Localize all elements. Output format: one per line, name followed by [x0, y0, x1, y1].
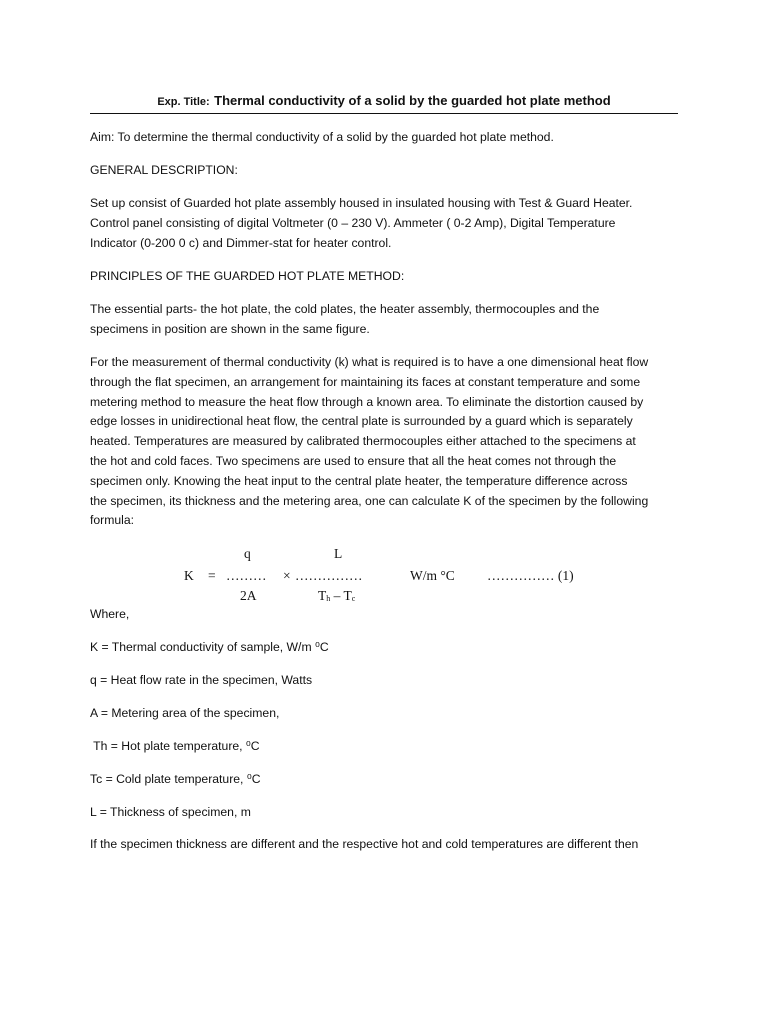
definition-a: A = Metering area of the specimen,	[90, 706, 280, 720]
title-label: Exp. Title:	[157, 96, 210, 108]
definition-l: L = Thickness of specimen, m	[90, 805, 251, 819]
experiment-title	[90, 92, 678, 114]
paragraph-line: through the flat specimen, an arrangement for maintaining its faces at constant temperature and some	[90, 374, 641, 389]
closing-paragraph: If the specimen thickness are different and the respective hot and cold temperatures are different then	[90, 837, 639, 851]
paragraph-line: specimen only. Knowing the heat input to the central plate heater, the temperature difference across	[90, 473, 628, 488]
paragraph-line: heated. Temperatures are measured by calibrated thermocouples either attached to the specimens at	[90, 434, 636, 449]
where-label: Where,	[90, 607, 130, 621]
formula-lhs-k: K	[184, 568, 194, 583]
aim-paragraph: Aim: To determine the thermal conductivity of a solid by the guarded hot plate method.	[90, 130, 554, 144]
formula-subscript-h: h	[326, 594, 331, 603]
paragraph-line: specimens in position are shown in the same figure.	[90, 321, 370, 336]
definition-tc: Tc = Cold plate temperature, ⁰C	[90, 772, 261, 786]
paragraph-line: formula:	[90, 513, 135, 528]
paragraph-line: Set up consist of Guarded hot plate assembly housed in insulated housing with Test & Guard Heater.	[90, 196, 633, 210]
definition-q: q = Heat flow rate in the specimen, Watts	[90, 673, 313, 687]
essential-parts-paragraph	[90, 300, 680, 340]
paragraph-line: edge losses in unidirectional heat flow, the central plate is surrounded by a guard which is separately	[90, 414, 633, 429]
general-description-heading: GENERAL DESCRIPTION:	[90, 163, 238, 177]
definition-th: Th = Hot plate temperature, ⁰C	[90, 739, 260, 753]
formula-times: ×	[283, 568, 291, 583]
formula-symbol: – T	[330, 588, 352, 603]
formula-subscript-c: c	[351, 594, 356, 603]
formula-numerator-l: L	[334, 546, 343, 561]
formula-equals: =	[208, 568, 216, 583]
paragraph-line: For the measurement of thermal conductivity (k) what is required is to have a one dimensional heat flow	[90, 355, 649, 369]
paragraph-line: the hot and cold faces. Two specimens are used to ensure that all the heat comes not through the	[90, 453, 617, 468]
paragraph-line: Control panel consisting of digital Voltmeter (0 – 230 V). Ammeter ( 0-2 Amp), Digital Temperature	[90, 215, 616, 230]
principles-heading: PRINCIPLES OF THE GUARDED HOT PLATE METHOD:	[90, 269, 405, 283]
formula-fraction-bar-1: ………	[226, 568, 267, 583]
paragraph-line: Indicator (0-200 0 c) and Dimmer-stat for heater control.	[90, 235, 392, 250]
formula-unit: W/m °C	[410, 568, 455, 583]
definition-k: K = Thermal conductivity of sample, W/m ⁰C	[90, 640, 329, 654]
formula-denominator-2a: 2A	[240, 588, 257, 603]
paragraph-line: the specimen, its thickness and the metering area, one can calculate K of the specimen by the following	[90, 493, 649, 508]
paragraph-line: metering method to measure the heat flow through a known area. To eliminate the distortion caused by	[90, 394, 644, 409]
formula-numerator-q: q	[244, 546, 251, 561]
paragraph-line: The essential parts- the hot plate, the cold plates, the heater assembly, thermocouples and the	[90, 302, 600, 316]
formula-equation-number: …………… (1)	[487, 568, 574, 583]
measurement-paragraph	[90, 353, 680, 531]
formula-fraction-bar-2: ……………	[295, 568, 363, 583]
title-text: Thermal conductivity of a solid by the guarded hot plate method	[214, 93, 611, 108]
formula-symbol: T	[318, 588, 327, 603]
formula-denominator-temperature-difference	[318, 588, 355, 604]
general-description-paragraph	[90, 194, 680, 253]
